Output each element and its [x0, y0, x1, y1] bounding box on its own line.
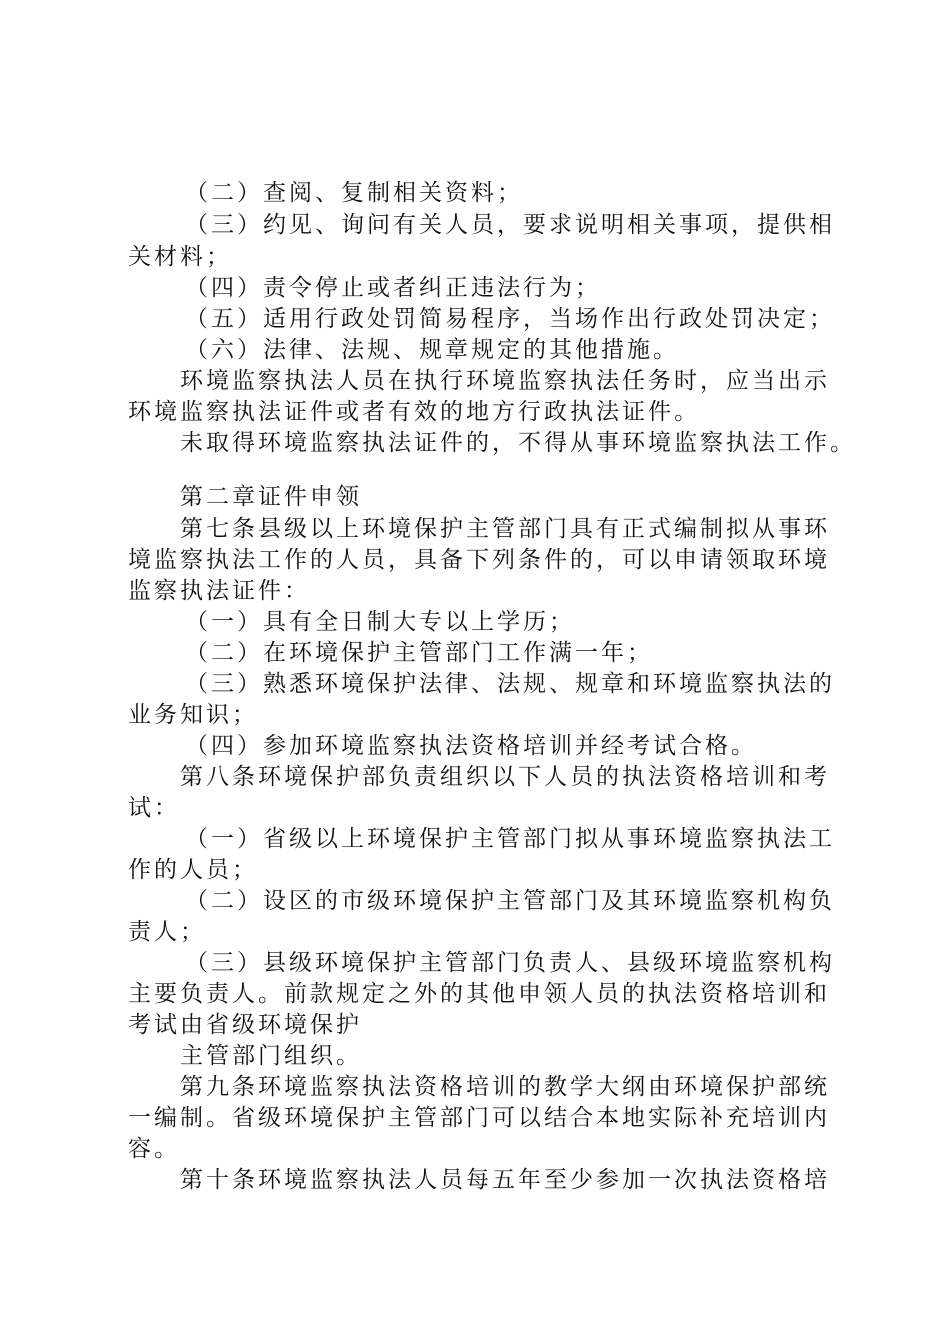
article-7-line-2: 境监察执法工作的人员，具备下列条件的，可以申请领取环境 — [128, 547, 830, 573]
article-7-line-1: 第七条县级以上环境保护主管部门具有正式编制拟从事环 — [180, 516, 830, 542]
paragraph-show-certificate-line-1: 环境监察执法人员在执行环境监察执法任务时，应当出示 — [180, 368, 830, 394]
chapter-heading: 第二章证件申领 — [180, 484, 362, 510]
list-item-6-other-measures: （六）法律、法规、规章规定的其他措施。 — [185, 337, 679, 363]
paragraph-show-certificate-line-2: 环境监察执法证件或者有效的地方行政执法证件。 — [128, 399, 700, 425]
article-9-line-3: 容。 — [128, 1136, 180, 1162]
condition-3-line-2: 业务知识； — [128, 702, 258, 728]
trainee-3-line-4: 主管部门组织。 — [180, 1043, 362, 1069]
article-8-line-2: 试： — [128, 795, 180, 821]
condition-1: （一）具有全日制大专以上学历； — [185, 609, 575, 635]
article-9-line-1: 第九条环境监察执法资格培训的教学大纲由环境保护部统 — [180, 1074, 830, 1100]
trainee-1-line-2: 作的人员； — [128, 857, 258, 883]
list-item-3-interview-line-2: 关材料； — [128, 244, 232, 270]
list-item-5-simple-procedure: （五）适用行政处罚简易程序，当场作出行政处罚决定； — [185, 306, 835, 332]
condition-2: （二）在环境保护主管部门工作满一年； — [185, 640, 653, 666]
trainee-2-line-2: 责人； — [128, 919, 206, 945]
condition-3-line-1: （三）熟悉环境保护法律、法规、规章和环境监察执法的 — [185, 671, 835, 697]
article-7-line-3: 监察执法证件： — [128, 578, 310, 604]
trainee-2-line-1: （二）设区的市级环境保护主管部门及其环境监察机构负 — [185, 888, 835, 914]
trainee-3-line-2: 主要负责人。前款规定之外的其他申领人员的执法资格培训和 — [128, 981, 830, 1007]
condition-4: （四）参加环境监察执法资格培训并经考试合格。 — [185, 733, 757, 759]
article-10-line-1: 第十条环境监察执法人员每五年至少参加一次执法资格培 — [180, 1167, 830, 1193]
article-8-line-1: 第八条环境保护部负责组织以下人员的执法资格培训和考 — [180, 764, 830, 790]
trainee-3-line-1: （三）县级环境保护主管部门负责人、县级环境监察机构 — [185, 950, 835, 976]
list-item-4-order-stop: （四）责令停止或者纠正违法行为； — [185, 275, 601, 301]
list-item-3-interview-line-1: （三）约见、询问有关人员，要求说明相关事项，提供相 — [185, 212, 835, 238]
paragraph-no-certificate: 未取得环境监察执法证件的，不得从事环境监察执法工作。 — [180, 430, 856, 456]
trainee-3-line-3: 考试由省级环境保护 — [128, 1012, 362, 1038]
article-9-line-2: 一编制。省级环境保护主管部门可以结合本地实际补充培训内 — [128, 1105, 830, 1131]
trainee-1-line-1: （一）省级以上环境保护主管部门拟从事环境监察执法工 — [185, 826, 835, 852]
list-item-2-consult-materials: （二）查阅、复制相关资料； — [185, 180, 523, 206]
